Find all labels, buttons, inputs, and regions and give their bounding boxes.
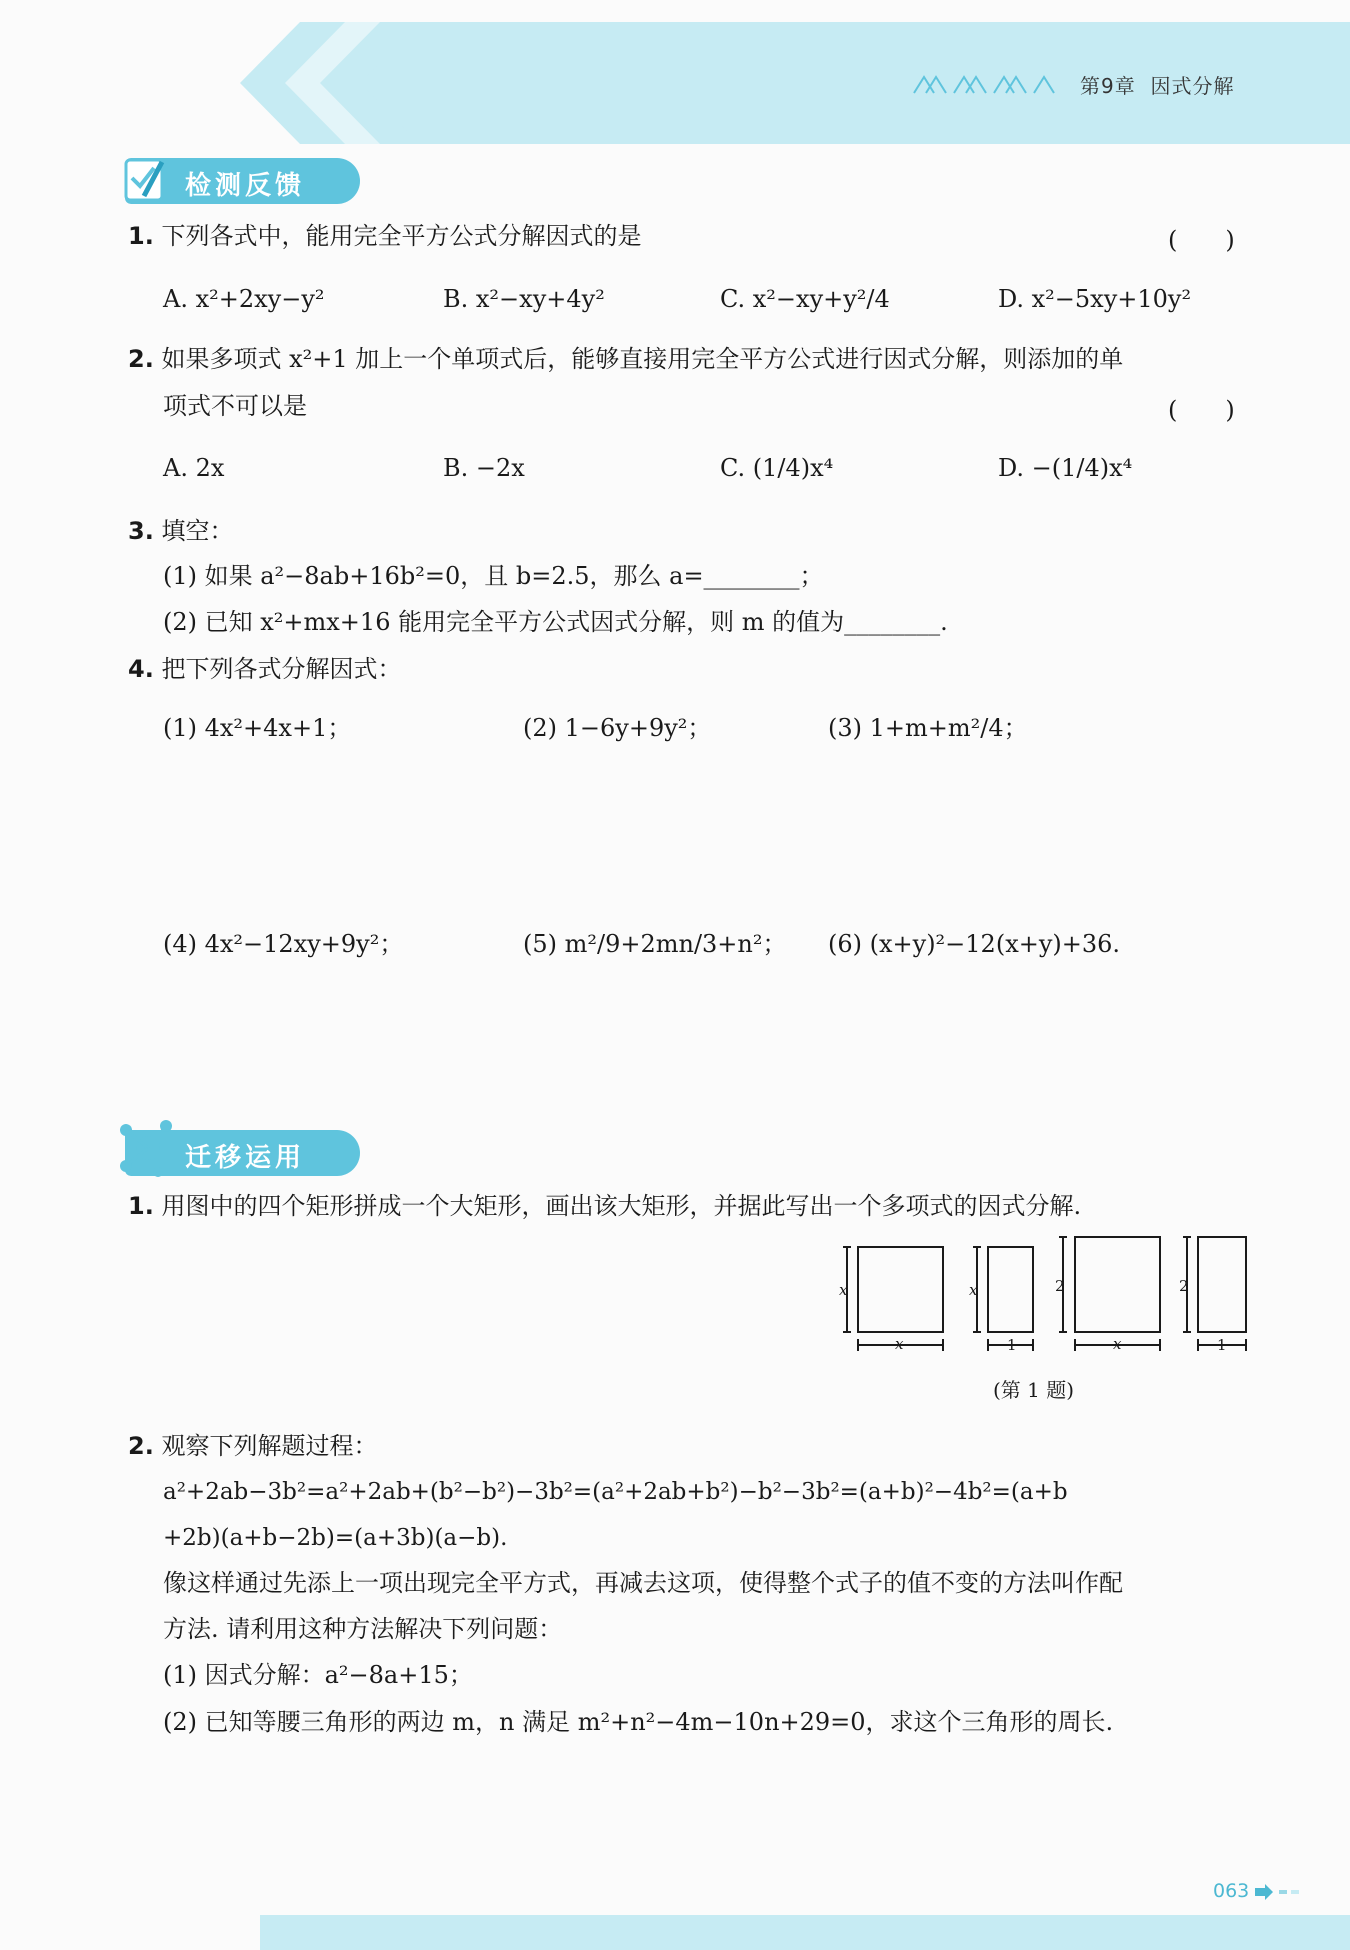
- footer-band: [260, 1915, 1350, 1950]
- chapter-number: 第9章: [1080, 74, 1136, 98]
- header-chevron: [0, 0, 420, 150]
- rect-2-by-x: [1075, 1237, 1160, 1332]
- q2-number: 2.: [128, 345, 154, 373]
- q4-item-2: (2) 1−6y+9y²；: [523, 714, 712, 742]
- label-1-h4: 1: [1217, 1336, 1227, 1354]
- t1-number: 1.: [128, 1192, 154, 1220]
- label-1-h2: 1: [1007, 1336, 1017, 1354]
- q4-number: 4.: [128, 655, 154, 683]
- q3-text: 填空：: [161, 517, 234, 545]
- q4-item-3: (3) 1+m+m²/4；: [828, 714, 1028, 742]
- q1-option-c: C. x²−xy+y²/4: [720, 285, 890, 313]
- t2-line-1: a²+2ab−3b²=a²+2ab+(b²−b²)−3b²=(a²+2ab+b²)−b²−3b²=(a+b)²−4b²=(a+b: [163, 1479, 1068, 1505]
- t2-line-4: 方法. 请利用这种方法解决下列问题：: [163, 1615, 563, 1643]
- q2-option-d: D. −(1/4)x⁴: [998, 454, 1133, 482]
- t2-part-1: (1) 因式分解：a²−8a+15；: [163, 1661, 473, 1689]
- q4-item-1: (1) 4x²+4x+1；: [163, 714, 352, 742]
- molecule-icon: [118, 1118, 176, 1178]
- label-2-v3: 2: [1055, 1277, 1065, 1295]
- label-x-h3: x: [1113, 1335, 1122, 1353]
- q2-option-a: A. 2x: [163, 454, 225, 482]
- triangle-ornament-icon: [912, 73, 1062, 95]
- pencil-check-icon: [122, 154, 174, 208]
- page-number: 063: [1213, 1880, 1250, 1902]
- q2-option-c: C. (1/4)x⁴: [720, 454, 834, 482]
- section-title-transfer: 迁移运用: [185, 1143, 306, 1173]
- q2-answer-paren: ( ): [1168, 396, 1235, 424]
- q1-text: 下列各式中，能用完全平方公式分解因式的是: [161, 222, 642, 250]
- rect-2-by-1: [1198, 1237, 1246, 1332]
- q3-number: 3.: [128, 517, 154, 545]
- t2-text: 观察下列解题过程：: [161, 1432, 378, 1460]
- label-2-v4: 2: [1179, 1277, 1189, 1295]
- t1-stem: [128, 1190, 1081, 1222]
- section-title-check: 检测反馈: [185, 171, 306, 201]
- q1-number: 1.: [128, 222, 154, 250]
- q1-option-a: A. x²+2xy−y²: [163, 285, 325, 313]
- t2-line-2: +2b)(a+b−2b)=(a+3b)(a−b).: [163, 1525, 508, 1551]
- q3-part-2: (2) 已知 x²+mx+16 能用完全平方公式因式分解，则 m 的值为________.: [163, 608, 948, 636]
- q2-stem-line2: 项式不可以是: [163, 392, 307, 420]
- rect-x-by-x: [858, 1247, 943, 1332]
- figure-caption: (第 1 题): [993, 1378, 1075, 1402]
- q4-item-4: (4) 4x²−12xy+9y²；: [163, 930, 404, 958]
- q3-part-1: (1) 如果 a²−8ab+16b²=0，且 b=2.5，那么 a=________；: [163, 562, 824, 590]
- q4-text: 把下列各式分解因式：: [161, 655, 402, 683]
- label-x-v2: x: [969, 1281, 978, 1299]
- arrow-right-icon: [1255, 1884, 1305, 1900]
- q1-option-d: D. x²−5xy+10y²: [998, 285, 1192, 313]
- t2-number: 2.: [128, 1432, 154, 1460]
- rect-x-by-1: [988, 1247, 1033, 1332]
- q4-stem: [128, 653, 401, 685]
- label-x-h1: x: [895, 1335, 904, 1353]
- q1-stem: [128, 220, 641, 252]
- chapter-title: [1080, 70, 1234, 99]
- q2-option-b: B. −2x: [443, 454, 525, 482]
- t2-part-2: (2) 已知等腰三角形的两边 m，n 满足 m²+n²−4m−10n+29=0，求这个三角形的周长.: [163, 1708, 1114, 1736]
- q4-item-6: (6) (x+y)²−12(x+y)+36.: [828, 930, 1121, 958]
- q3-stem: [128, 515, 233, 547]
- q1-option-b: B. x²−xy+4y²: [443, 285, 605, 313]
- t2-stem: [128, 1430, 377, 1462]
- q1-answer-paren: ( ): [1168, 226, 1235, 254]
- t2-line-3: 像这样通过先添上一项出现完全平方式，再减去这项，使得整个式子的值不变的方法叫作配: [163, 1569, 1123, 1597]
- rectangles-figure: [835, 1235, 1255, 1360]
- q4-item-5: (5) m²/9+2mn/3+n²；: [523, 930, 787, 958]
- chapter-topic: 因式分解: [1150, 74, 1235, 98]
- label-x-v1: x: [839, 1281, 848, 1299]
- q2-stem-line1: [128, 343, 1123, 375]
- q2-text-1: 如果多项式 x²+1 加上一个单项式后，能够直接用完全平方公式进行因式分解，则添加的单: [161, 345, 1124, 373]
- t1-text: 用图中的四个矩形拼成一个大矩形，画出该大矩形，并据此写出一个多项式的因式分解.: [161, 1192, 1082, 1220]
